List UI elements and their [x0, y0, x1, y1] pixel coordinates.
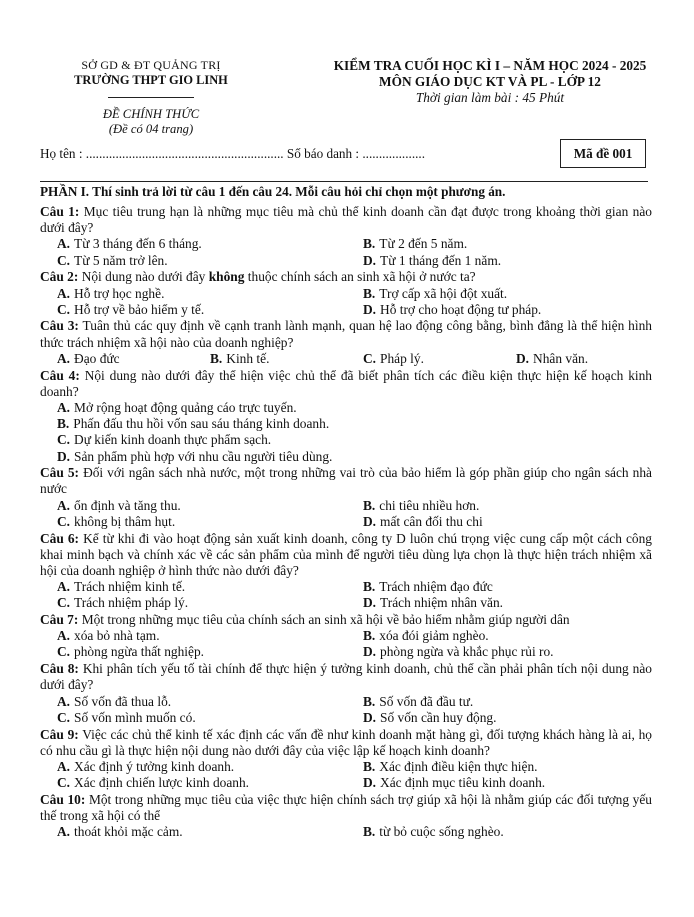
option-a: A. Hỗ trợ học nghề. — [57, 285, 165, 301]
option-a: A. Từ 3 tháng đến 6 tháng. — [57, 236, 202, 252]
question-3 — [40, 318, 652, 367]
option-b: B. xóa đói giảm nghèo. — [363, 628, 489, 644]
question-number: Câu 1: — [40, 204, 80, 219]
question-number: Câu 3: — [40, 318, 79, 334]
question-text: Đối với ngân sách nhà nước, một trong những vai trò của bảo hiểm là góp phần giúp cho ngân sách nhà nước — [40, 465, 652, 497]
option-c: C. Trách nhiệm pháp lý. — [57, 595, 189, 611]
option-c: C. Hỗ trợ về bảo hiểm y tế. — [57, 301, 205, 317]
question-text: Một trong những mục tiêu của chính sách an sinh xã hội về bảo hiểm nhằm giúp người dân — [81, 612, 570, 628]
option-a: A. Mở rộng hoạt động quảng cáo trực tuyến. — [57, 399, 297, 415]
option-b: B. từ bỏ cuộc sống nghèo. — [363, 824, 504, 840]
option-c: C. Từ 5 năm trở lên. — [57, 252, 168, 268]
option-c: C. không bị thâm hụt. — [57, 513, 176, 529]
option-d: D. Xác định mục tiêu kinh doanh. — [363, 775, 546, 791]
question-2 — [40, 269, 652, 318]
option-d: D. Sản phẩm phù hợp với nhu cầu người tiêu dùng. — [57, 448, 333, 464]
question-number: Câu 10: — [40, 791, 86, 807]
question-6 — [40, 531, 652, 612]
option-c: C. Số vốn mình muốn có. — [57, 709, 196, 725]
question-text: Kể từ khi đi vào hoạt động sản xuất kinh doanh, công ty D luôn chú trọng việc cung cấp một cách công khai minh bạch và chính xác về các sản phẩm của mình để người tiêu dùng lựa chọn là thực hiện trách nhiệm xã hội của doanh nghiệp ở hình thức nào dưới đây? — [40, 530, 652, 578]
option-a: A. thoát khỏi mặc cảm. — [57, 824, 183, 840]
question-text: Việc các chủ thể kinh tế xác định các vấn đề như kinh doanh mặt hàng gì, đối tượng khách hàng là ai, họ có nhu cầu gì là thực hiện nội dung nào dưới đây của việc lập kế hoạch kinh doanh? — [40, 726, 652, 758]
header-divider — [108, 97, 194, 98]
question-number: Câu 2: — [40, 269, 79, 285]
question-number: Câu 4: — [40, 367, 80, 383]
section-title: PHẦN I. Thí sinh trả lời từ câu 1 đến câu 24. Mỗi câu hỏi chỉ chọn một phương án. — [40, 184, 506, 199]
option-b: B. Từ 2 đến 5 năm. — [363, 236, 468, 252]
question-8 — [40, 661, 652, 726]
option-d: D. Từ 1 tháng đến 1 năm. — [363, 252, 502, 268]
question-4 — [40, 368, 652, 465]
name-field-label: Họ tên : ............................................................ — [40, 146, 284, 161]
option-d: D. Nhân văn. — [516, 350, 589, 366]
question-text: Khi phân tích yếu tố tài chính để thực hiện ý tưởng kinh doanh, chủ thể cần phải phân tích nội dung nào dưới đây? — [40, 661, 652, 693]
question-text: Tuân thủ các quy định về cạnh tranh lành mạnh, quan hệ lao động công bằng, bình đẳng là thể hiện hình thức trách nhiệm xã hội nào của doanh nghiệp? — [40, 318, 652, 350]
option-b: B. Xác định điều kiện thực hiện. — [363, 758, 538, 774]
option-d: D. Số vốn cần huy động. — [363, 709, 497, 725]
question-text: Nội dung nào dưới đây thể hiện việc chủ thể đã biết phân tích các điều kiện thực hiện kế hoạch kinh doanh? — [40, 367, 652, 399]
option-d: D. Trách nhiệm nhân văn. — [363, 595, 504, 611]
question-text-pre: Nội dung nào dưới đây — [81, 269, 209, 285]
option-d: D. phòng ngừa và khắc phục rủi ro. — [363, 644, 554, 660]
question-list — [40, 204, 652, 841]
pages-note: (Đề có 04 trang) — [108, 122, 194, 136]
exam-title: KIỂM TRA CUỐI HỌC KÌ I – NĂM HỌC 2024 - 2025 — [333, 58, 647, 73]
option-c: C. Xác định chiến lược kinh doanh. — [57, 775, 250, 791]
question-keyword: không — [208, 269, 245, 285]
option-b: B. Trách nhiệm đạo đức — [363, 579, 493, 595]
department-name: SỞ GD & ĐT QUẢNG TRỊ — [81, 58, 221, 72]
option-c: C. Pháp lý. — [363, 350, 424, 366]
question-1 — [40, 204, 652, 269]
question-number: Câu 5: — [40, 465, 80, 481]
school-header — [28, 58, 274, 88]
official-label: ĐỀ CHÍNH THỨC — [102, 107, 200, 121]
option-b: B. Kinh tế. — [210, 350, 270, 366]
option-a: A. Xác định ý tưởng kinh doanh. — [57, 758, 235, 774]
question-number: Câu 6: — [40, 530, 80, 546]
option-b: B. chi tiêu nhiều hơn. — [363, 497, 480, 513]
question-text-post: thuộc chính sách an sinh xã hội ở nước ta? — [244, 269, 476, 285]
option-b: B. Số vốn đã đầu tư. — [363, 693, 474, 709]
option-d: D. mất cân đối thu chi — [363, 513, 483, 529]
question-9 — [40, 727, 652, 792]
exam-code-box: Mã đề 001 — [560, 139, 646, 168]
option-b: B. Trợ cấp xã hội đột xuất. — [363, 285, 508, 301]
option-c: C. phòng ngừa thất nghiệp. — [57, 644, 205, 660]
question-text: Một trong những mục tiêu của việc thực hiện chính sách trợ giúp xã hội là nhằm giúp các đối tượng yếu thế trong xã hội có thể — [40, 791, 652, 824]
sbd-field-label: Số báo danh : ................... — [283, 146, 426, 161]
section-divider — [40, 181, 648, 182]
option-a: A. Số vốn đã thua lỗ. — [57, 693, 172, 709]
subject-title: MÔN GIÁO DỤC KT VÀ PL - LỚP 12 — [379, 74, 601, 89]
option-a: A. ổn định và tăng thu. — [57, 497, 181, 513]
option-a: A. xóa bỏ nhà tạm. — [57, 628, 160, 644]
question-7 — [40, 612, 652, 661]
question-text: Mục tiêu trung hạn là những mục tiêu mà chủ thể kinh doanh cần đạt được trong khoảng thời gian nào dưới đây? — [40, 204, 652, 236]
option-a: A. Đạo đức — [57, 350, 120, 366]
question-number: Câu 9: — [40, 726, 79, 742]
option-b: B. Phấn đấu thu hồi vốn sau sáu tháng kinh doanh. — [57, 416, 330, 432]
question-number: Câu 7: — [40, 612, 79, 628]
question-10 — [40, 792, 652, 841]
option-d: D. Hỗ trợ cho hoạt động tư pháp. — [363, 301, 542, 317]
student-id-line — [40, 146, 425, 162]
question-5 — [40, 465, 652, 530]
option-a: A. Trách nhiệm kinh tế. — [57, 579, 186, 595]
official-block — [28, 107, 274, 137]
exam-duration: Thời gian làm bài : 45 Phút — [415, 90, 565, 105]
option-c: C. Dự kiến kinh doanh thực phẩm sạch. — [57, 432, 272, 448]
exam-header — [290, 58, 690, 106]
question-number: Câu 8: — [40, 661, 79, 677]
school-name: TRƯỜNG THPT GIO LINH — [74, 73, 228, 87]
